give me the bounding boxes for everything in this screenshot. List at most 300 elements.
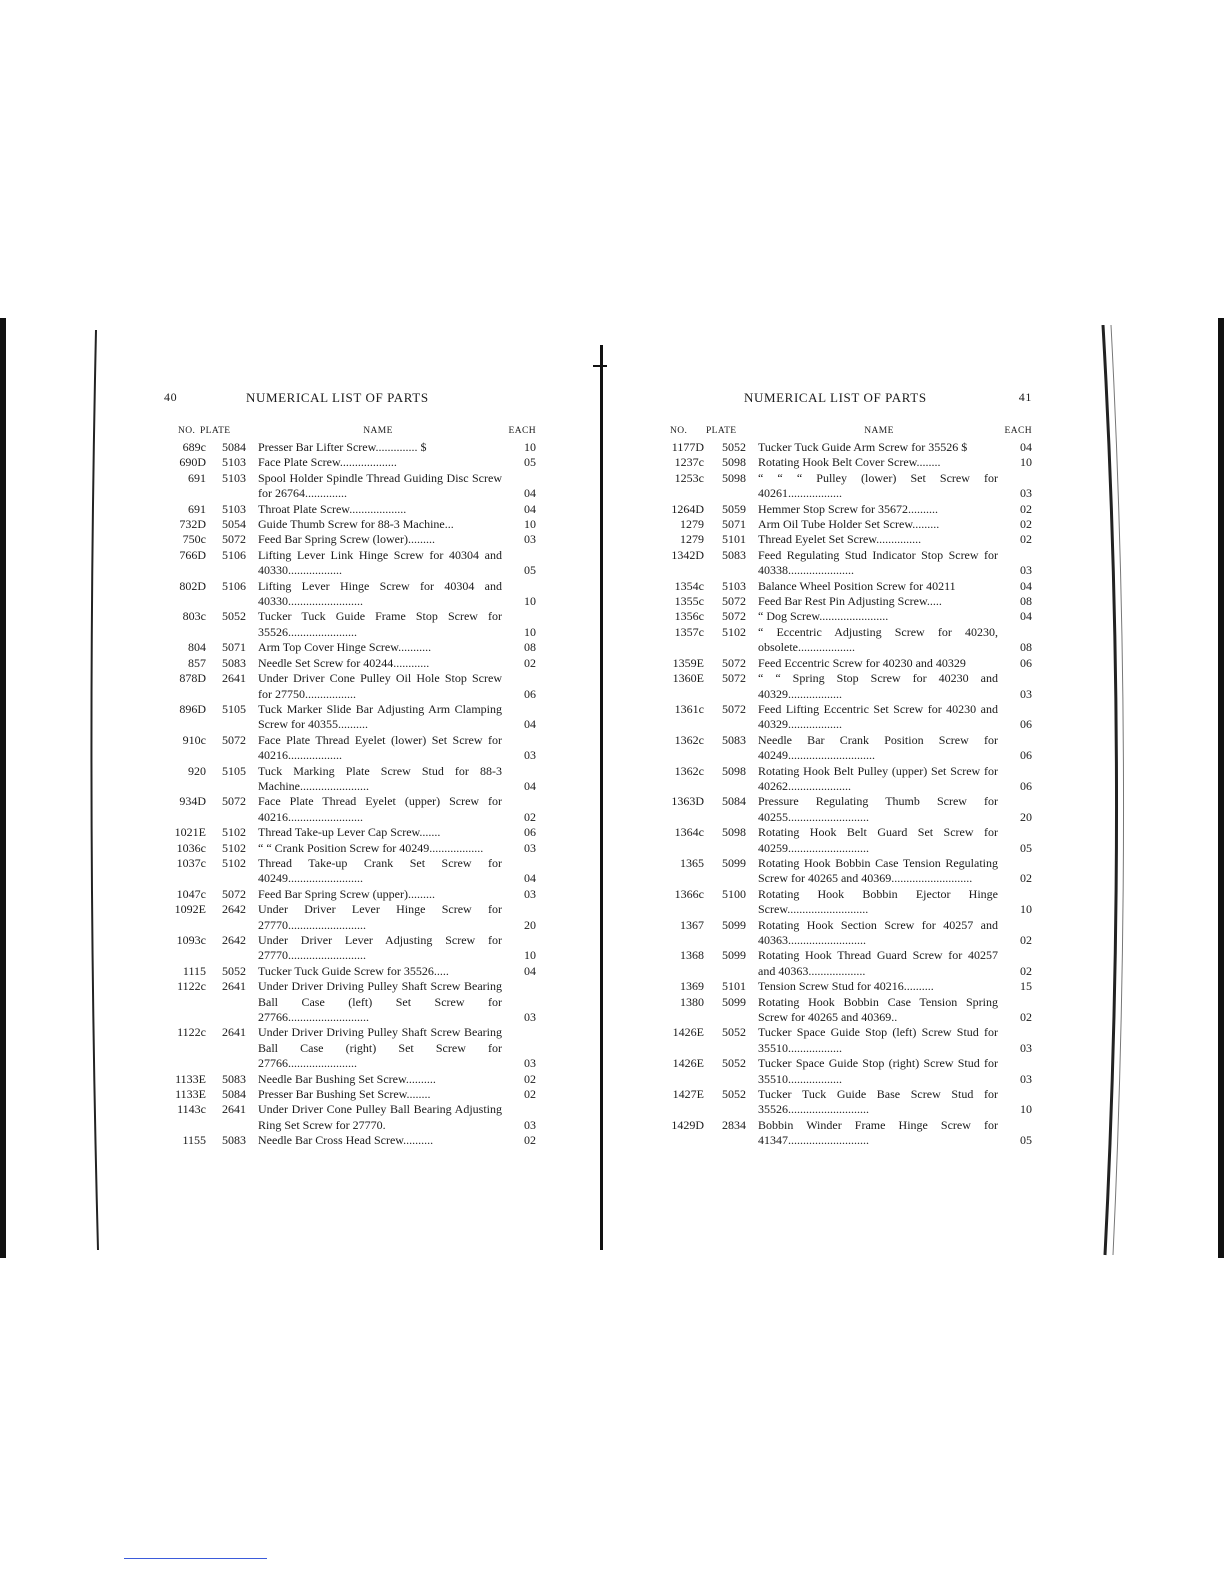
list-item xyxy=(164,856,536,887)
price-each: 04 xyxy=(524,717,536,732)
part-name: Feed Regulating Stud Indicator Stop Screw for 40338...................... xyxy=(758,547,998,578)
plate-number: 5083 xyxy=(222,1071,246,1086)
price-each: 02 xyxy=(1020,963,1032,978)
part-name: Rotating Hook Belt Pulley (upper) Set Screw for 40262..................... xyxy=(758,763,998,793)
list-item xyxy=(670,1118,1032,1149)
plate-number: 5099 xyxy=(722,994,746,1009)
part-name: Rotating Hook Bobbin Case Tension Spring Screw for 40265 and 40369.. xyxy=(758,994,998,1025)
list-item xyxy=(164,656,536,671)
part-name: Under Driver Cone Pulley Oil Hole Stop Screw for 27750................. xyxy=(258,671,502,701)
page-number: 41 xyxy=(1018,390,1032,404)
part-name: Feed Bar Spring Screw (upper)......... xyxy=(258,886,435,901)
price-each: 03 xyxy=(524,1010,536,1025)
price-each: 20 xyxy=(524,917,536,932)
book-spine xyxy=(600,345,603,1250)
list-item xyxy=(164,825,536,840)
plate-number: 2642 xyxy=(222,933,246,947)
price-each: 04 xyxy=(524,501,536,516)
part-name: Tucker Tuck Guide Base Screw Stud for 35526........................... xyxy=(758,1087,998,1117)
list-item xyxy=(164,1072,536,1087)
part-number: 1359E xyxy=(672,655,704,670)
part-number: 1363D xyxy=(671,794,704,809)
plate-number: 5098 xyxy=(722,825,746,840)
plate-number: 5083 xyxy=(722,732,746,747)
column-headers xyxy=(670,426,1032,440)
list-item xyxy=(670,671,1032,702)
price-each: 10 xyxy=(1020,455,1032,470)
part-number: 1155 xyxy=(182,1133,206,1148)
part-number: 1122c xyxy=(177,1025,206,1040)
part-number: 1036c xyxy=(176,840,206,855)
price-each: 08 xyxy=(1020,594,1032,609)
price-each: 05 xyxy=(1020,840,1032,855)
price-each: 05 xyxy=(524,563,536,578)
part-name: Feed Bar Rest Pin Adjusting Screw..... xyxy=(758,594,942,609)
plate-number: 5059 xyxy=(722,501,746,516)
list-item xyxy=(670,502,1032,517)
part-number: 934D xyxy=(179,794,206,809)
part-name: Needle Bar Cross Head Screw.......... xyxy=(258,1133,434,1148)
price-each: 10 xyxy=(524,517,536,532)
part-name: Tucker Tuck Guide Frame Stop Screw for 35526....................... xyxy=(258,609,502,639)
plate-number: 5072 xyxy=(722,655,746,670)
plate-number: 2641 xyxy=(222,671,246,686)
part-name: Spool Holder Spindle Thread Guiding Disc Screw for 26764.............. xyxy=(258,470,502,501)
part-name: Tuck Marking Plate Screw Stud for 88-3 Machine....................... xyxy=(258,763,502,793)
list-item xyxy=(670,733,1032,764)
part-name: Bobbin Winder Frame Hinge Screw for 41347........................... xyxy=(758,1117,998,1148)
list-item xyxy=(670,794,1032,825)
price-each: 03 xyxy=(1020,686,1032,701)
price-each: 02 xyxy=(1020,517,1032,532)
part-number: 1362c xyxy=(674,732,704,747)
part-name: Feed Eccentric Screw for 40230 and 40329 xyxy=(758,655,966,670)
price-each: 10 xyxy=(1020,1102,1032,1117)
header-name: NAME xyxy=(864,426,894,436)
part-name: Tucker Tuck Guide Screw for 35526..... xyxy=(258,963,449,978)
header-each: EACH xyxy=(508,426,536,436)
footer-rule xyxy=(124,1558,267,1559)
part-number: 1133E xyxy=(175,1087,206,1102)
page-title: NUMERICAL LIST OF PARTS xyxy=(246,390,429,405)
part-number: 1368 xyxy=(680,948,704,963)
part-name: Pressure Regulating Thumb Screw for 40255........................... xyxy=(758,794,998,824)
part-name: Under Driver Driving Pulley Shaft Screw Bearing Ball Case (left) Set Screw for 27766........................... xyxy=(258,979,502,1025)
list-item xyxy=(164,532,536,547)
page-curl-left xyxy=(84,330,108,1255)
list-item xyxy=(164,733,536,764)
price-each: 03 xyxy=(1020,1040,1032,1055)
part-number: 1360E xyxy=(672,671,704,686)
list-item xyxy=(164,887,536,902)
part-name: Rotating Hook Bobbin Ejector Hinge Screw........................... xyxy=(758,886,998,917)
part-name: Thread Take-up Lever Cap Screw....... xyxy=(258,825,441,840)
part-name: Needle Bar Bushing Set Screw.......... xyxy=(258,1071,436,1086)
plate-number: 5102 xyxy=(222,855,246,870)
part-number: 910c xyxy=(182,732,206,747)
plate-number: 5100 xyxy=(722,886,746,901)
header-plate: PLATE xyxy=(200,426,231,436)
running-head xyxy=(670,390,1032,412)
plate-number: 5102 xyxy=(722,624,746,639)
list-item xyxy=(670,440,1032,455)
header-plate: PLATE xyxy=(706,426,737,436)
plate-number: 5098 xyxy=(722,763,746,778)
plate-number: 5083 xyxy=(222,1133,246,1148)
list-item xyxy=(164,1025,536,1071)
part-number: 1264D xyxy=(671,501,704,516)
plate-number: 5072 xyxy=(222,886,246,901)
part-name: Tuck Marker Slide Bar Adjusting Arm Clamping Screw for 40355.......... xyxy=(258,701,502,732)
parts-list xyxy=(670,440,1032,1149)
part-name: Tension Screw Stud for 40216.......... xyxy=(758,979,934,994)
price-each: 05 xyxy=(524,455,536,470)
part-number: 732D xyxy=(179,517,206,532)
plate-number: 5072 xyxy=(722,701,746,716)
part-name: Lifting Lever Link Hinge Screw for 40304 and 40330.................. xyxy=(258,547,502,578)
part-name: “ “ Spring Stop Screw for 40230 and 40329.................. xyxy=(758,671,998,701)
part-number: 1342D xyxy=(671,547,704,562)
plate-number: 5072 xyxy=(722,671,746,686)
part-number: 1366c xyxy=(674,886,704,901)
right-page xyxy=(670,390,1032,1149)
list-item xyxy=(164,933,536,964)
part-number: 857 xyxy=(188,655,206,670)
price-each: 10 xyxy=(524,624,536,639)
list-item xyxy=(670,1087,1032,1118)
part-name: Rotating Hook Thread Guard Screw for 40257 and 40363................... xyxy=(758,948,998,978)
part-name: Needle Bar Crank Position Screw for 40249............................. xyxy=(758,732,998,763)
plate-number: 5054 xyxy=(222,517,246,532)
part-number: 1092E xyxy=(174,902,206,917)
list-item xyxy=(164,671,536,702)
part-number: 690D xyxy=(179,455,206,470)
part-name: Under Driver Lever Hinge Screw for 27770.......................... xyxy=(258,902,502,932)
plate-number: 5102 xyxy=(222,840,246,855)
list-item xyxy=(670,517,1032,532)
plate-number: 5084 xyxy=(222,440,246,454)
plate-number: 5072 xyxy=(722,609,746,624)
plate-number: 5106 xyxy=(222,547,246,562)
part-number: 689c xyxy=(182,440,206,454)
list-item xyxy=(164,517,536,532)
plate-number: 5083 xyxy=(722,547,746,562)
part-number: 1279 xyxy=(680,517,704,532)
price-each: 02 xyxy=(524,1087,536,1102)
part-number: 920 xyxy=(188,763,206,778)
part-name: Rotating Hook Bobbin Case Tension Regulating Screw for 40265 and 40369........................... xyxy=(758,855,998,886)
part-number: 1122c xyxy=(177,979,206,994)
plate-number: 5084 xyxy=(222,1087,246,1102)
plate-number: 5071 xyxy=(222,640,246,655)
price-each: 04 xyxy=(524,778,536,793)
list-item xyxy=(670,1056,1032,1087)
part-number: 1364c xyxy=(674,825,704,840)
header-each: EACH xyxy=(1004,426,1032,436)
list-item xyxy=(670,856,1032,887)
price-each: 04 xyxy=(1020,440,1032,454)
plate-number: 5105 xyxy=(222,763,246,778)
list-item xyxy=(164,764,536,795)
plate-number: 5098 xyxy=(722,455,746,470)
part-name: “ “ “ Pulley (lower) Set Screw for 40261.................. xyxy=(758,470,998,501)
part-name: Hemmer Stop Screw for 35672.......... xyxy=(758,501,938,516)
plate-number: 5052 xyxy=(722,440,746,454)
list-item xyxy=(164,1133,536,1148)
price-each: 02 xyxy=(1020,933,1032,947)
part-name: Thread Take-up Crank Set Screw for 40249......................... xyxy=(258,855,502,886)
list-item xyxy=(164,548,536,579)
price-each: 10 xyxy=(524,594,536,609)
part-number: 1279 xyxy=(680,532,704,547)
price-each: 02 xyxy=(524,1071,536,1086)
price-each: 02 xyxy=(524,1133,536,1148)
part-name: Balance Wheel Position Screw for 40211 xyxy=(758,578,956,593)
part-number: 1115 xyxy=(182,963,206,978)
plate-number: 5103 xyxy=(222,470,246,485)
price-each: 03 xyxy=(1020,1071,1032,1086)
list-item xyxy=(164,455,536,470)
part-number: 1361c xyxy=(674,701,704,716)
part-number: 750c xyxy=(182,532,206,547)
plate-number: 5052 xyxy=(222,963,246,978)
part-number: 1427E xyxy=(672,1087,704,1102)
price-each: 04 xyxy=(1020,609,1032,624)
price-each: 03 xyxy=(524,748,536,763)
list-item xyxy=(164,1102,536,1133)
plate-number: 2834 xyxy=(722,1117,746,1132)
list-item xyxy=(670,887,1032,918)
part-name: Arm Oil Tube Holder Set Screw......... xyxy=(758,517,940,532)
plate-number: 2641 xyxy=(222,1025,246,1040)
column-headers xyxy=(164,426,536,440)
plate-number: 5103 xyxy=(222,501,246,516)
price-each: 08 xyxy=(524,640,536,655)
part-number: 691 xyxy=(188,501,206,516)
part-number: 1357c xyxy=(674,624,704,639)
part-number: 802D xyxy=(179,578,206,593)
part-number: 1177D xyxy=(671,440,704,454)
list-item xyxy=(670,825,1032,856)
plate-number: 5072 xyxy=(222,732,246,747)
plate-number: 2641 xyxy=(222,979,246,994)
part-name: Face Plate Thread Eyelet (lower) Set Screw for 40216.................. xyxy=(258,732,502,763)
plate-number: 5099 xyxy=(722,948,746,963)
part-name: Rotating Hook Section Screw for 40257 and 40363.......................... xyxy=(758,917,998,947)
spine-mark xyxy=(593,365,607,367)
price-each: 03 xyxy=(1020,486,1032,501)
part-name: Lifting Lever Hinge Screw for 40304 and 40330......................... xyxy=(258,578,502,609)
list-item xyxy=(164,841,536,856)
plate-number: 5072 xyxy=(722,594,746,609)
part-name: Arm Top Cover Hinge Screw........... xyxy=(258,640,432,655)
part-name: Under Driver Lever Adjusting Screw for 27770.......................... xyxy=(258,933,502,963)
part-name: Tucker Space Guide Stop (right) Screw Stud for 35510.................. xyxy=(758,1056,998,1086)
part-name: Tucker Space Guide Stop (left) Screw Stud for 35510.................. xyxy=(758,1025,998,1055)
price-each: 06 xyxy=(1020,655,1032,670)
price-each: 20 xyxy=(1020,809,1032,824)
price-each: 04 xyxy=(1020,578,1032,593)
list-item xyxy=(670,532,1032,547)
list-item xyxy=(670,995,1032,1026)
plate-number: 2642 xyxy=(222,902,246,917)
part-name: Under Driver Cone Pulley Ball Bearing Adjusting Ring Set Screw for 27770. xyxy=(258,1102,502,1132)
part-number: 1047c xyxy=(176,886,206,901)
part-name: Thread Eyelet Set Screw............... xyxy=(758,532,922,547)
part-name: Feed Bar Spring Screw (lower)......... xyxy=(258,532,435,547)
part-number: 1429D xyxy=(671,1117,704,1132)
price-each: 10 xyxy=(524,948,536,963)
part-number: 1356c xyxy=(674,609,704,624)
plate-number: 5101 xyxy=(722,979,746,994)
scan-edge-left xyxy=(0,318,6,1258)
part-name: Feed Lifting Eccentric Set Screw for 40230 and 40329.................. xyxy=(758,701,998,732)
list-item xyxy=(164,902,536,933)
list-item xyxy=(670,455,1032,470)
price-each: 03 xyxy=(524,886,536,901)
part-number: 1380 xyxy=(680,994,704,1009)
list-item xyxy=(670,656,1032,671)
part-number: 691 xyxy=(188,470,206,485)
price-each: 06 xyxy=(524,825,536,840)
plate-number: 5105 xyxy=(222,701,246,716)
price-each: 03 xyxy=(524,1117,536,1132)
header-name: NAME xyxy=(363,426,393,436)
part-name: “ “ Crank Position Screw for 40249.................. xyxy=(258,840,484,855)
list-item xyxy=(164,979,536,1025)
part-name: Face Plate Screw................... xyxy=(258,455,397,470)
price-each: 03 xyxy=(524,1056,536,1071)
part-number: 896D xyxy=(179,701,206,716)
price-each: 08 xyxy=(1020,640,1032,655)
price-each: 03 xyxy=(1020,563,1032,578)
list-item xyxy=(670,918,1032,949)
plate-number: 5098 xyxy=(722,470,746,485)
part-name: Guide Thumb Screw for 88-3 Machine... xyxy=(258,517,454,532)
plate-number: 5103 xyxy=(222,455,246,470)
part-number: 1133E xyxy=(175,1071,206,1086)
list-item xyxy=(670,764,1032,795)
running-head xyxy=(164,390,536,412)
list-item xyxy=(164,794,536,825)
list-item xyxy=(164,640,536,655)
plate-number: 5052 xyxy=(722,1025,746,1040)
price-each: 04 xyxy=(524,486,536,501)
list-item xyxy=(164,1087,536,1102)
part-name: “ Eccentric Adjusting Screw for 40230, obsolete................... xyxy=(758,624,998,655)
price-each: 04 xyxy=(524,963,536,978)
plate-number: 5101 xyxy=(722,532,746,547)
price-each: 02 xyxy=(1020,871,1032,886)
plate-number: 5071 xyxy=(722,517,746,532)
list-item xyxy=(670,579,1032,594)
part-number: 804 xyxy=(188,640,206,655)
page-title: NUMERICAL LIST OF PARTS xyxy=(744,390,927,405)
left-page xyxy=(164,390,536,1149)
part-number: 1369 xyxy=(680,979,704,994)
part-number: 766D xyxy=(179,547,206,562)
list-item xyxy=(164,609,536,640)
list-item xyxy=(670,979,1032,994)
part-number: 1143c xyxy=(177,1102,206,1117)
part-number: 1354c xyxy=(674,578,704,593)
part-name: Throat Plate Screw................... xyxy=(258,501,407,516)
scan-edge-right xyxy=(1218,318,1224,1258)
part-number: 1037c xyxy=(176,855,206,870)
part-name: Presser Bar Bushing Set Screw........ xyxy=(258,1087,431,1102)
list-item xyxy=(670,609,1032,624)
list-item xyxy=(670,594,1032,609)
price-each: 10 xyxy=(1020,902,1032,917)
price-each: 06 xyxy=(524,686,536,701)
list-item xyxy=(670,625,1032,656)
plate-number: 5052 xyxy=(722,1056,746,1071)
list-item xyxy=(670,702,1032,733)
parts-list xyxy=(164,440,536,1149)
part-name: Needle Set Screw for 40244............ xyxy=(258,655,430,670)
list-item xyxy=(164,702,536,733)
plate-number: 5084 xyxy=(722,794,746,809)
price-each: 06 xyxy=(1020,748,1032,763)
price-each: 02 xyxy=(524,809,536,824)
plate-number: 5102 xyxy=(222,825,246,840)
price-each: 05 xyxy=(1020,1133,1032,1148)
list-item xyxy=(670,1025,1032,1056)
plate-number: 5072 xyxy=(222,794,246,809)
plate-number: 5106 xyxy=(222,578,246,593)
part-number: 1426E xyxy=(672,1025,704,1040)
part-number: 1355c xyxy=(674,594,704,609)
list-item xyxy=(164,440,536,455)
list-item xyxy=(164,502,536,517)
plate-number: 2641 xyxy=(222,1102,246,1117)
list-item xyxy=(670,471,1032,502)
list-item xyxy=(164,579,536,610)
price-each: 06 xyxy=(1020,778,1032,793)
plate-number: 5103 xyxy=(722,578,746,593)
part-name: Rotating Hook Belt Cover Screw........ xyxy=(758,455,941,470)
page-number: 40 xyxy=(164,390,178,404)
plate-number: 5099 xyxy=(722,917,746,932)
part-number: 1093c xyxy=(176,933,206,947)
header-no: NO. xyxy=(178,426,196,436)
part-number: 1365 xyxy=(680,855,704,870)
part-number: 1362c xyxy=(674,763,704,778)
part-name: Face Plate Thread Eyelet (upper) Screw for 40216......................... xyxy=(258,794,502,824)
part-number: 1367 xyxy=(680,917,704,932)
list-item xyxy=(164,964,536,979)
plate-number: 5072 xyxy=(222,532,246,547)
part-name: Tucker Tuck Guide Arm Screw for 35526 $ xyxy=(758,440,968,454)
list-item xyxy=(164,471,536,502)
price-each: 03 xyxy=(524,532,536,547)
part-number: 803c xyxy=(182,609,206,624)
plate-number: 5052 xyxy=(222,609,246,624)
part-number: 1426E xyxy=(672,1056,704,1071)
price-each: 06 xyxy=(1020,717,1032,732)
list-item xyxy=(670,948,1032,979)
part-name: “ Dog Screw....................... xyxy=(758,609,889,624)
price-each: 02 xyxy=(1020,532,1032,547)
part-number: 1021E xyxy=(174,825,206,840)
part-name: Under Driver Driving Pulley Shaft Screw Bearing Ball Case (right) Set Screw for 27766....................... xyxy=(258,1025,502,1071)
part-number: 1253c xyxy=(674,470,704,485)
plate-number: 5099 xyxy=(722,855,746,870)
list-item xyxy=(670,548,1032,579)
page-curl-right xyxy=(1093,325,1133,1260)
plate-number: 5083 xyxy=(222,655,246,670)
part-number: 878D xyxy=(179,671,206,686)
